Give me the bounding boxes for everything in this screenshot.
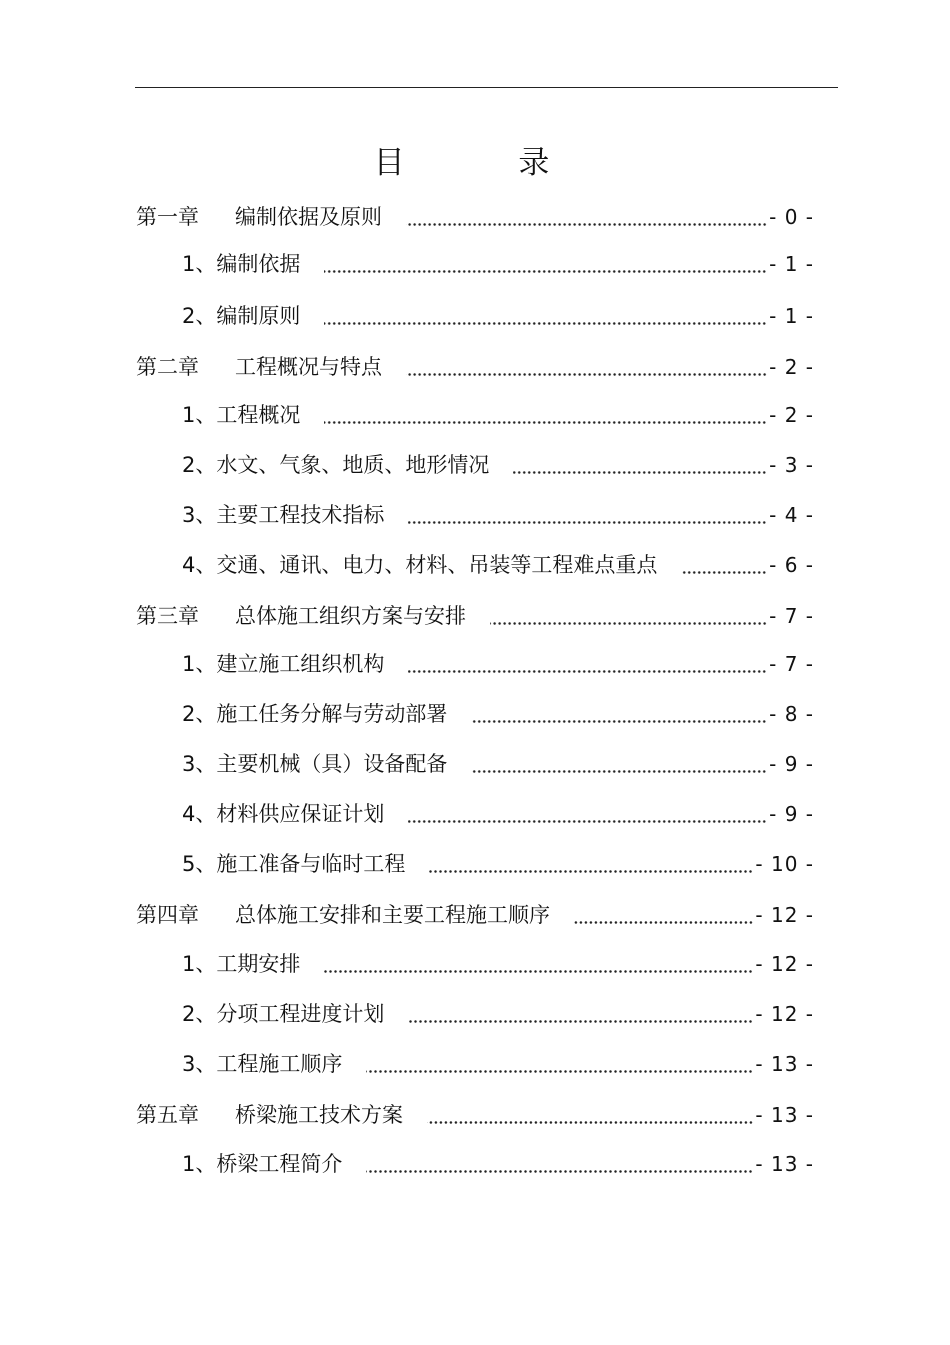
dot-leader <box>324 249 767 279</box>
entry-title: 工期安排 <box>216 952 301 976</box>
entry-title: 总体施工组织方案与安排 <box>235 604 466 628</box>
entry-number: 2、 <box>182 702 217 726</box>
entry-page: - 13 - <box>755 1052 814 1076</box>
toc-chapter-5[interactable] <box>136 1100 814 1130</box>
entry-number: 5、 <box>182 852 217 876</box>
entry-page: - 9 - <box>769 752 814 776</box>
entry-page: - 1 - <box>769 304 814 328</box>
entry-number: 2、 <box>182 453 217 477</box>
toc-section-1-1[interactable] <box>182 249 814 279</box>
entry-title: 编制原则 <box>216 304 301 328</box>
toc-section-4-1[interactable] <box>182 949 814 979</box>
entry-page: - 3 - <box>769 453 814 477</box>
entry-number: 1、 <box>182 252 217 276</box>
entry-page: - 2 - <box>769 403 814 427</box>
dot-leader <box>408 649 767 679</box>
entry-number: 第五章 <box>136 1103 199 1127</box>
entry-number: 3、 <box>182 752 217 776</box>
dot-leader <box>471 749 767 779</box>
entry-page: - 6 - <box>769 553 814 577</box>
entry-title: 桥梁工程简介 <box>216 1152 343 1176</box>
entry-number: 1、 <box>182 952 217 976</box>
dot-leader <box>408 799 767 829</box>
dot-leader <box>490 601 767 631</box>
toc-chapter-1[interactable] <box>136 202 814 232</box>
entry-page: - 13 - <box>755 1103 814 1127</box>
entry-title: 工程概况与特点 <box>235 355 382 379</box>
entry-page: - 8 - <box>769 702 814 726</box>
entry-page: - 0 - <box>769 205 814 229</box>
entry-page: - 4 - <box>769 503 814 527</box>
entry-title: 编制依据及原则 <box>235 205 382 229</box>
entry-number: 第二章 <box>136 355 199 379</box>
entry-title: 主要机械（具）设备配备 <box>216 752 448 776</box>
toc-section-3-5[interactable] <box>182 849 814 879</box>
toc-section-2-3[interactable] <box>182 500 814 530</box>
entry-title: 材料供应保证计划 <box>216 802 385 826</box>
dot-leader <box>406 352 767 382</box>
dot-leader <box>324 949 753 979</box>
dot-leader <box>366 1049 753 1079</box>
entry-number: 4、 <box>182 802 217 826</box>
entry-title: 总体施工安排和主要工程施工顺序 <box>235 903 550 927</box>
entry-number: 第一章 <box>136 205 199 229</box>
toc-section-4-2[interactable] <box>182 999 814 1029</box>
toc-section-2-1[interactable] <box>182 400 814 430</box>
entry-page: - 9 - <box>769 802 814 826</box>
toc-chapter-4[interactable] <box>136 900 814 930</box>
entry-title: 主要工程技术指标 <box>216 503 385 527</box>
toc-section-3-2[interactable] <box>182 699 814 729</box>
toc-section-3-4[interactable] <box>182 799 814 829</box>
entry-number: 2、 <box>182 1002 217 1026</box>
entry-number: 1、 <box>182 403 217 427</box>
dot-leader <box>574 900 753 930</box>
entry-number: 1、 <box>182 1152 217 1176</box>
toc-chapter-3[interactable] <box>136 601 814 631</box>
toc-title: 目 录 <box>373 145 602 181</box>
dot-leader <box>681 550 767 580</box>
entry-number: 第四章 <box>136 903 199 927</box>
entry-page: - 12 - <box>755 1002 814 1026</box>
entry-page: - 13 - <box>755 1152 814 1176</box>
entry-page: - 1 - <box>769 252 814 276</box>
dot-leader <box>471 699 767 729</box>
entry-title: 工程概况 <box>216 403 301 427</box>
dot-leader <box>366 1149 753 1179</box>
entry-title: 建立施工组织机构 <box>216 652 385 676</box>
toc-chapter-2[interactable] <box>136 352 814 382</box>
dot-leader <box>324 301 767 331</box>
entry-title: 桥梁施工技术方案 <box>235 1103 403 1127</box>
dot-leader <box>513 450 767 480</box>
entry-page: - 12 - <box>755 903 814 927</box>
entry-title: 交通、通讯、电力、材料、吊装等工程难点重点 <box>216 553 658 577</box>
toc-section-4-3[interactable] <box>182 1049 814 1079</box>
dot-leader <box>408 999 753 1029</box>
dot-leader <box>427 1100 753 1130</box>
entry-page: - 12 - <box>755 952 814 976</box>
entry-number: 2、 <box>182 304 217 328</box>
entry-number: 3、 <box>182 1052 217 1076</box>
dot-leader <box>408 500 767 530</box>
dot-leader <box>324 400 767 430</box>
entry-page: - 2 - <box>769 355 814 379</box>
entry-number: 4、 <box>182 553 217 577</box>
entry-number: 1、 <box>182 652 217 676</box>
entry-title: 施工任务分解与劳动部署 <box>216 702 448 726</box>
dot-leader <box>406 202 767 232</box>
entry-title: 编制依据 <box>216 252 301 276</box>
entry-title: 分项工程进度计划 <box>216 1002 385 1026</box>
toc-section-2-2[interactable] <box>182 450 814 480</box>
toc-section-3-1[interactable] <box>182 649 814 679</box>
dot-leader <box>429 849 753 879</box>
entry-page: - 7 - <box>769 604 814 628</box>
entry-page: - 7 - <box>769 652 814 676</box>
toc-section-5-1[interactable] <box>182 1149 814 1179</box>
toc-section-1-2[interactable] <box>182 301 814 331</box>
toc-section-2-4[interactable] <box>182 550 814 580</box>
entry-title: 工程施工顺序 <box>216 1052 343 1076</box>
entry-number: 第三章 <box>136 604 199 628</box>
entry-page: - 10 - <box>755 852 814 876</box>
entry-title: 水文、气象、地质、地形情况 <box>216 453 490 477</box>
entry-number: 3、 <box>182 503 217 527</box>
toc-section-3-3[interactable] <box>182 749 814 779</box>
entry-title: 施工准备与临时工程 <box>216 852 406 876</box>
